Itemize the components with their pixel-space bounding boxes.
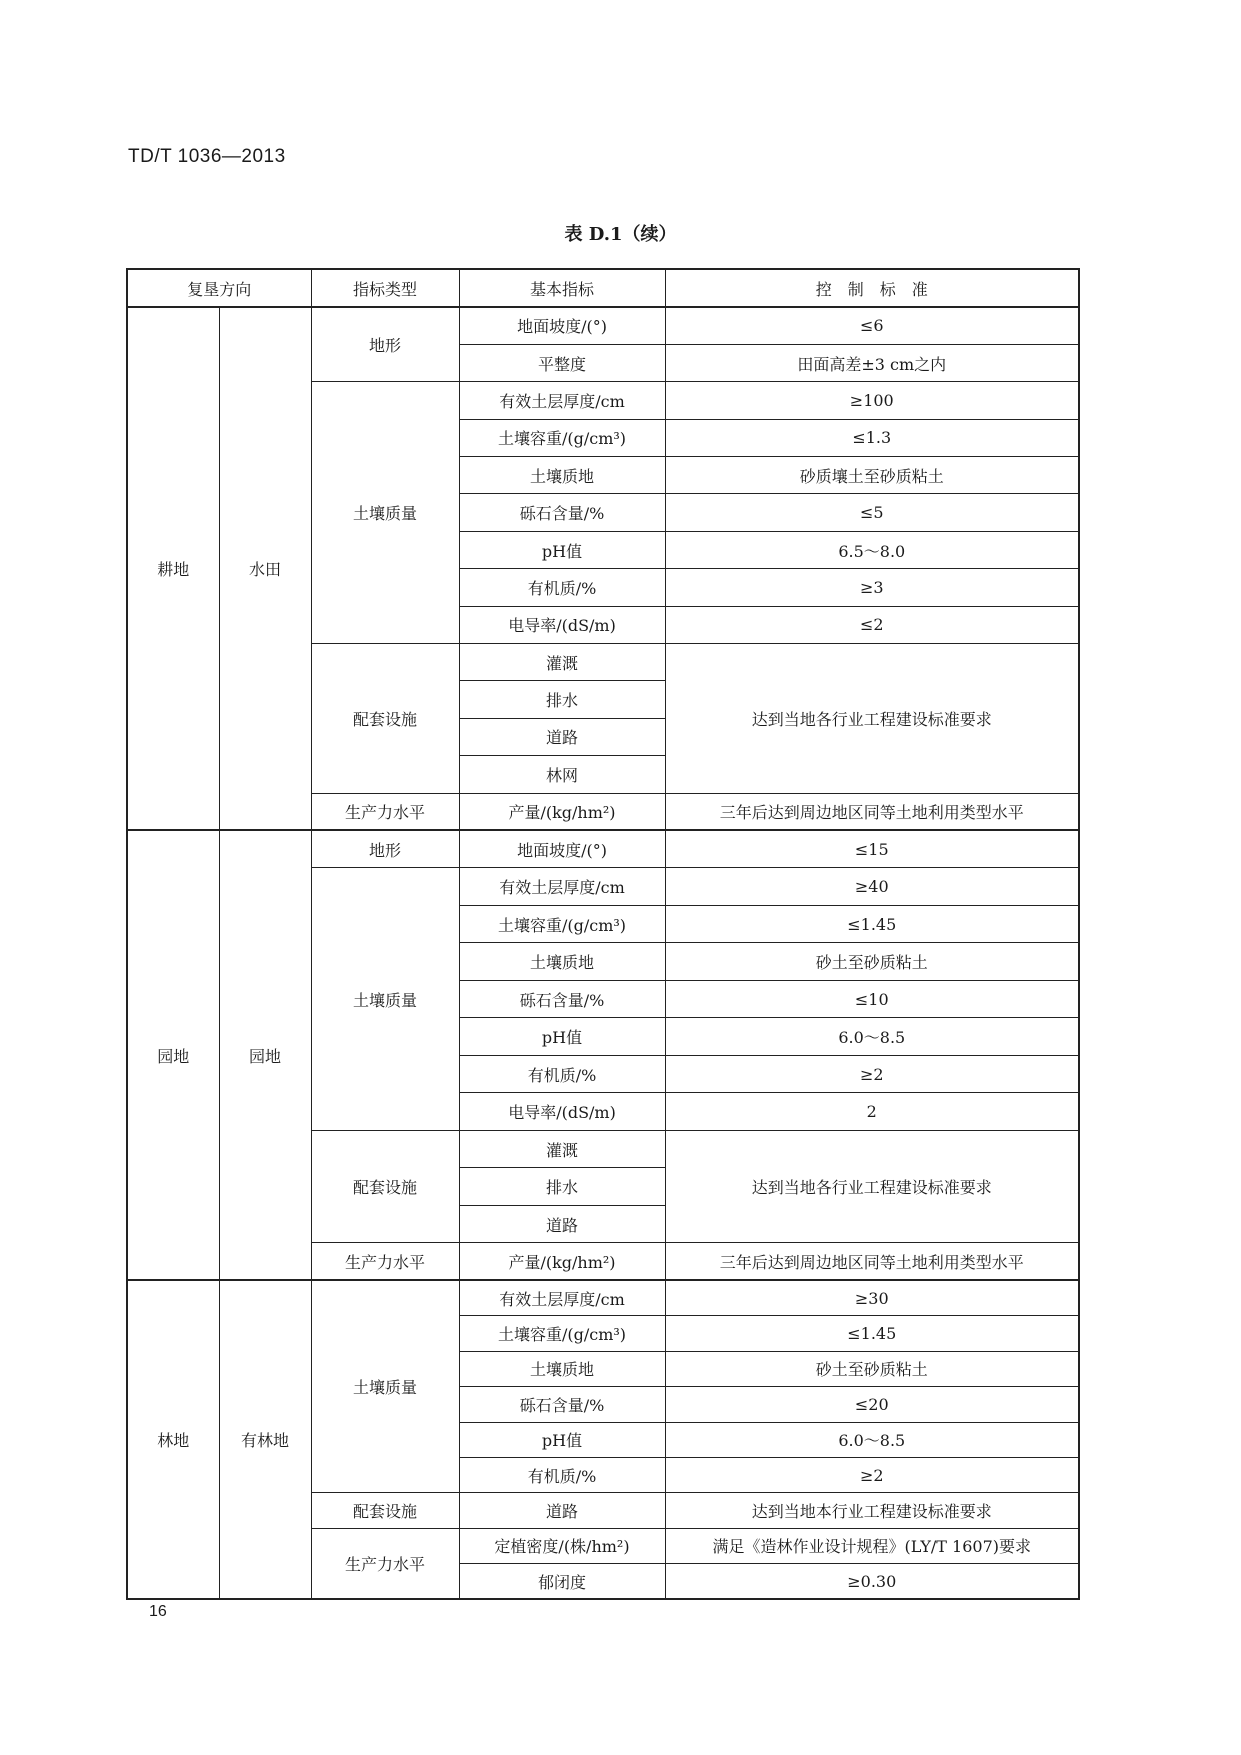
basic-indicator: 砾石含量/% [459,1387,665,1422]
control-standard: ≥2 [665,1055,1079,1093]
basic-indicator: 砾石含量/% [459,980,665,1018]
basic-indicator: 灌溉 [459,1130,665,1168]
control-standard: 6.5～8.0 [665,531,1079,568]
basic-indicator: 定植密度/(株/hm²) [459,1528,665,1563]
control-standard: 三年后达到周边地区同等土地利用类型水平 [665,793,1079,830]
basic-indicator: 电导率/(dS/m) [459,606,665,643]
indicator-type: 生产力水平 [311,1528,459,1599]
basic-indicator: 土壤质地 [459,457,665,494]
indicator-type: 配套设施 [311,644,459,794]
control-standard: ≥30 [665,1280,1079,1315]
control-standard: 砂质壤土至砂质粘土 [665,457,1079,494]
basic-indicator: pH值 [459,1018,665,1056]
table-row [127,307,1079,344]
control-standard: 砂土至砂质粘土 [665,943,1079,981]
basic-indicator: pH值 [459,1422,665,1457]
control-standard: ≤2 [665,606,1079,643]
control-standard: 达到当地各行业工程建设标准要求 [665,1130,1079,1243]
table-title: 表 D.1（续） [564,224,677,245]
basic-indicator: 产量/(kg/hm²) [459,1243,665,1281]
indicator-type: 配套设施 [311,1130,459,1243]
basic-indicator: 郁闭度 [459,1564,665,1599]
basic-indicator: 道路 [459,1205,665,1243]
reclaim-subtype: 园地 [219,830,311,1280]
control-standard: ≥40 [665,868,1079,906]
page-number: 16 [149,1603,167,1620]
control-standard: ≤1.3 [665,419,1079,456]
column-header-standard: 控 制 标 准 [665,269,1079,307]
control-standard: ≤1.45 [665,905,1079,943]
indicator-type: 地形 [311,307,459,382]
basic-indicator: 电导率/(dS/m) [459,1093,665,1131]
control-standard: 砂土至砂质粘土 [665,1351,1079,1386]
control-standard: ≤5 [665,494,1079,531]
basic-indicator: 灌溉 [459,644,665,681]
reclaim-subtype: 有林地 [219,1280,311,1599]
reclaim-subtype: 水田 [219,307,311,830]
indicator-type: 生产力水平 [311,793,459,830]
control-standard: ≤10 [665,980,1079,1018]
control-standard: 2 [665,1093,1079,1131]
basic-indicator: 林网 [459,756,665,793]
table-row [127,1280,1079,1315]
basic-indicator: 排水 [459,1168,665,1206]
basic-indicator: 土壤质地 [459,943,665,981]
basic-indicator: 有机质/% [459,1457,665,1492]
basic-indicator: 道路 [459,718,665,755]
column-header-indicator: 基本指标 [459,269,665,307]
group-2 [127,1280,1079,1599]
control-standard: 三年后达到周边地区同等土地利用类型水平 [665,1243,1079,1281]
reclaim-direction: 耕地 [127,307,219,830]
reclaim-direction: 林地 [127,1280,219,1599]
basic-indicator: 有机质/% [459,1055,665,1093]
control-standard: 6.0～8.5 [665,1018,1079,1056]
control-standard: ≤15 [665,830,1079,868]
group-0 [127,307,1079,830]
basic-indicator: 地面坡度/(°) [459,307,665,344]
standards-table [126,268,1080,1600]
group-1 [127,830,1079,1280]
basic-indicator: pH值 [459,531,665,568]
table-row [127,830,1079,868]
control-standard: ≥2 [665,1457,1079,1492]
control-standard: ≥0.30 [665,1564,1079,1599]
document-code: TD/T 1036—2013 [128,146,286,167]
basic-indicator: 土壤质地 [459,1351,665,1386]
basic-indicator: 有效土层厚度/cm [459,382,665,419]
indicator-type: 土壤质量 [311,1280,459,1492]
reclaim-direction: 园地 [127,830,219,1280]
control-standard: ≥3 [665,569,1079,606]
basic-indicator: 土壤容重/(g/cm³) [459,905,665,943]
control-standard: ≤20 [665,1387,1079,1422]
basic-indicator: 有效土层厚度/cm [459,868,665,906]
basic-indicator: 土壤容重/(g/cm³) [459,1316,665,1351]
basic-indicator: 平整度 [459,344,665,381]
basic-indicator: 砾石含量/% [459,494,665,531]
indicator-type: 生产力水平 [311,1243,459,1281]
column-header-type: 指标类型 [311,269,459,307]
table-header-row [127,269,1079,307]
basic-indicator: 土壤容重/(g/cm³) [459,419,665,456]
basic-indicator: 产量/(kg/hm²) [459,793,665,830]
indicator-type: 地形 [311,830,459,868]
indicator-type: 配套设施 [311,1493,459,1528]
control-standard: 满足《造林作业设计规程》(LY/T 1607)要求 [665,1528,1079,1563]
basic-indicator: 有效土层厚度/cm [459,1280,665,1315]
column-header-direction: 复垦方向 [127,269,311,307]
control-standard: 田面高差±3 cm之内 [665,344,1079,381]
control-standard: ≤6 [665,307,1079,344]
control-standard: ≥100 [665,382,1079,419]
basic-indicator: 排水 [459,681,665,718]
control-standard: 达到当地各行业工程建设标准要求 [665,644,1079,794]
control-standard: 达到当地本行业工程建设标准要求 [665,1493,1079,1528]
indicator-type: 土壤质量 [311,382,459,644]
control-standard: 6.0～8.5 [665,1422,1079,1457]
basic-indicator: 道路 [459,1493,665,1528]
control-standard: ≤1.45 [665,1316,1079,1351]
basic-indicator: 地面坡度/(°) [459,830,665,868]
indicator-type: 土壤质量 [311,868,459,1131]
basic-indicator: 有机质/% [459,569,665,606]
